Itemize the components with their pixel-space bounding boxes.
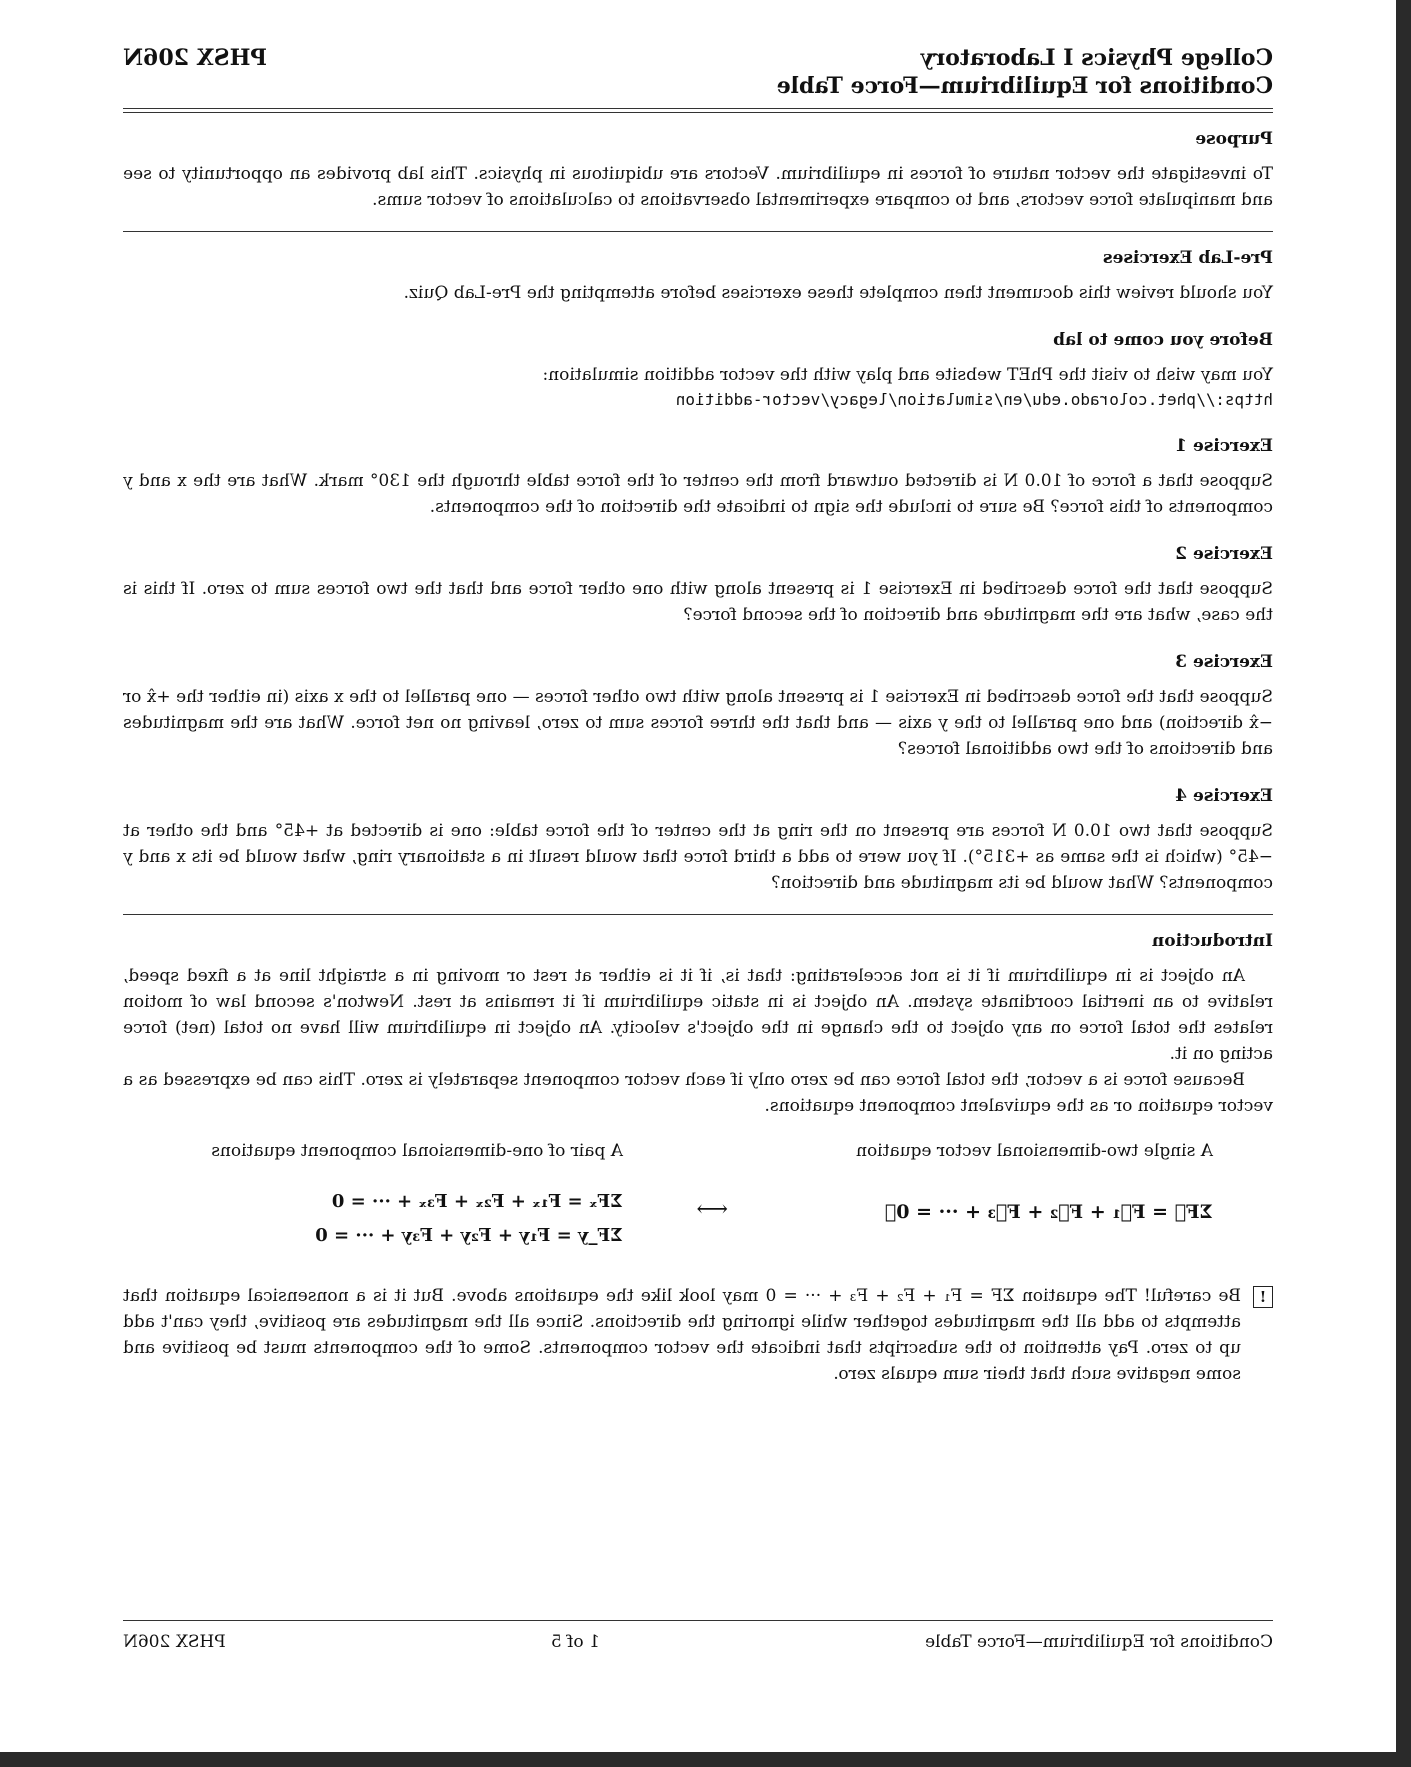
equation-block (123, 1141, 1273, 1271)
exercise-heading: Exercise 2 (1175, 544, 1273, 564)
exercise-text: Suppose that the force described in Exercise 1 is present along with one other force and that the two forces sum to zero. If this is the case, what are the magnitude and direction of the second force? (123, 579, 1273, 625)
exercise-text: Suppose that two 10.0 N forces are present on the ring at the center of the force table: one is directed at +45° and the other at −45° (which is the same as +315°). If you were to add a third force that would result in a stationary ring, what would be its x and y components? What would be its magnitude and direction? (123, 821, 1273, 893)
phet-link[interactable]: https://phet.colorado.edu/en/simulation/legacy/vector-addition (675, 390, 1273, 409)
purpose-section (123, 127, 1273, 213)
careful-note (123, 1283, 1273, 1387)
page-footer (123, 1620, 1273, 1655)
document-body (123, 44, 1273, 1387)
careful-text: Be careful! The equation ΣF = F₁ + F₂ + F₃ + ··· = 0 may look like the equations above. But it is a nonsensical equation that attempts to add all the magnitudes together while ignoring the directions. Since all the magnitudes are positive, they can't add up to zero. Pay attention to the subscripts that indicate the vector components. Some of the components must be positive and some negative such that their sum equals zero. (123, 1286, 1241, 1384)
component-equations-caption: A pair of one-dimensional component equations (211, 1141, 623, 1161)
before-lab-heading: Before you come to lab (1053, 330, 1273, 350)
introduction-section (123, 929, 1273, 1387)
introduction-paragraph-1: An object is in equilibrium if it is not accelerating: that is, if it is either at rest or moving in a straight line at a fixed speed, relative to an inertial coordinate system. An object is in static equilibrium if it remains at rest. Newton's second law of motion relates the total force on any object to the change in the object's velocity. An object in equilibrium will have no total (net) force acting on it. (123, 966, 1273, 1064)
equivalence-arrow-icon: ⟷ (696, 1197, 728, 1222)
exercise-heading: Exercise 3 (1175, 652, 1273, 672)
footer-divider (123, 1620, 1273, 1621)
vector-equation: ΣF⃗ = F⃗₁ + F⃗₂ + F⃗₃ + ··· = 0⃗ (884, 1201, 1213, 1223)
footer-title: Conditions for Equilibrium—Force Table (925, 1632, 1273, 1652)
introduction-paragraph-2: Because force is a vector, the total force can be zero only if each vector component separately is zero. This can be expressed as a vector equation or as the equivalent component equations. (123, 1070, 1273, 1116)
course-code: PHSX 206N (123, 45, 267, 71)
prelab-section (123, 246, 1273, 896)
purpose-heading: Purpose (1195, 129, 1273, 149)
purpose-text: To investigate the vector nature of forces in equilibrium. Vectors are ubiquitous in physics. This lab provides an opportunity to see and manipulate force vectors, and to compare experimental observations to calculations of vector sums. (123, 164, 1273, 210)
exercise-heading: Exercise 4 (1175, 786, 1273, 806)
prelab-heading: Pre-Lab Exercises (1102, 248, 1273, 268)
header-titles (777, 44, 1273, 100)
y-component-equation: ΣF_y = F₁y + F₂y + F₃y + ··· = 0 (315, 1225, 623, 1246)
exercise-heading: Exercise 1 (1175, 436, 1273, 456)
warning-icon: ! (1253, 1286, 1273, 1308)
introduction-heading: Introduction (1151, 931, 1273, 951)
exercise-text: Suppose that a force of 10.0 N is directed outward from the center of the force table through the 130° mark. What are the x and y components of this force? Be sure to include the sign to indicate the direction of the components. (123, 471, 1273, 517)
section-divider (123, 231, 1273, 232)
exercise-text: Suppose that the force described in Exercise 1 is present along with two other forces — one parallel to the x axis (in either the +x̂ or −x̂ direction) and one parallel to the y axis — and that the three forces sum to zero, leaving no net force. What are the magnitudes and directions of the two additional forces? (123, 687, 1273, 759)
section-divider (123, 914, 1273, 915)
footer-course-code: PHSX 206N (123, 1632, 226, 1652)
component-equations (315, 1185, 623, 1253)
vector-equation-caption: A single two-dimensional vector equation (856, 1141, 1213, 1161)
course-title: College Physics I Laboratory (920, 45, 1273, 71)
lab-title: Conditions for Equilibrium—Force Table (776, 73, 1273, 99)
page-number: 1 of 5 (550, 1632, 600, 1652)
footer-row (123, 1629, 1273, 1655)
before-lab-text: You may wish to visit the PhET website and play with the vector addition simulation: (542, 365, 1273, 385)
header-divider (123, 108, 1273, 113)
x-component-equation: ΣFₓ = F₁ₓ + F₂ₓ + F₃ₓ + ··· = 0 (331, 1191, 623, 1212)
prelab-intro: You should review this document then complete these exercises before attempting the Pre-Lab Quiz. (403, 283, 1273, 303)
page-header (123, 44, 1273, 100)
